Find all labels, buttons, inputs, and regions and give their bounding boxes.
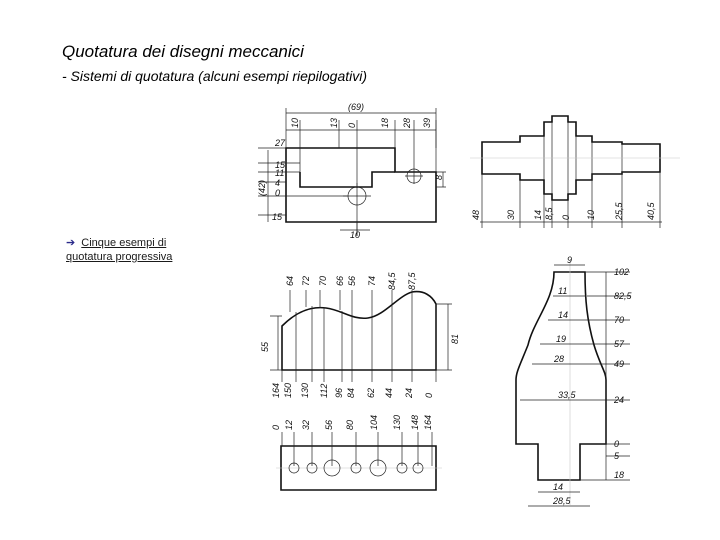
holes-dim-6: 104	[369, 414, 379, 430]
wavy-bottom-3: 130	[300, 382, 310, 398]
wavy-top-8: 87,5	[407, 272, 417, 290]
holes-dim-7: 130	[392, 414, 402, 430]
holes-dim-9: 164	[423, 414, 433, 430]
bottle-height-3: 70	[614, 315, 625, 325]
wavy-bottom-9: 24	[404, 387, 414, 398]
wavy-top-2: 72	[301, 275, 311, 286]
wavy-left-dim: 55	[260, 341, 270, 352]
wavy-bottom-4: 112	[319, 383, 329, 398]
bottle-height-8: 5	[614, 451, 620, 461]
bottle-height-9: 18	[614, 470, 625, 480]
arrow-right-icon: ➔	[66, 237, 76, 249]
wavy-top-3: 70	[318, 275, 328, 286]
dim-left-6: 15	[272, 212, 283, 222]
dim-bottom: 10	[350, 230, 361, 240]
bottle-width-3: 14	[558, 310, 569, 320]
drawing-plate	[257, 102, 446, 240]
wavy-top-6: 74	[367, 275, 377, 286]
dim-top-4: 18	[380, 117, 390, 128]
bottle-width-6: 33,5	[558, 390, 576, 400]
shaft-dim-4: 8,5	[544, 207, 554, 220]
dim-top-5: 28	[402, 117, 412, 128]
dim-top-total: (69)	[348, 102, 365, 112]
dim-left-3: 11	[275, 168, 285, 178]
dim-left-total: (42)	[257, 179, 267, 196]
shaft-dim-3: 14	[533, 209, 543, 220]
shaft-dim-5: 0	[561, 214, 571, 220]
wavy-top-7: 84,5	[387, 272, 397, 290]
shaft-dim-8: 40,5	[646, 202, 656, 220]
drawing-wavy-profile	[260, 271, 460, 399]
wavy-bottom-1: 164	[271, 382, 281, 398]
shaft-dim-7: 25,5	[614, 202, 624, 220]
dim-top-2: 13	[329, 117, 339, 128]
wavy-bottom-10: 0	[424, 392, 434, 398]
holes-dim-5: 80	[345, 419, 355, 430]
shaft-dim-6: 10	[586, 209, 596, 220]
slide-title: Quotatura dei disegni meccanici	[62, 42, 304, 61]
bottle-height-2: 82,5	[614, 291, 632, 301]
shaft-dim-2: 30	[506, 209, 516, 220]
dim-left-4: 4	[275, 178, 281, 188]
dim-left-2: 15	[275, 160, 286, 170]
wavy-bottom-8: 44	[384, 387, 394, 398]
bottle-height-7: 0	[614, 439, 620, 449]
bottle-height-4: 57	[614, 339, 625, 349]
holes-dim-4: 56	[324, 419, 334, 430]
dim-left-1: 27	[275, 138, 286, 148]
wavy-bottom-6: 84	[346, 387, 356, 398]
dim-top-6: 39	[422, 117, 432, 128]
wavy-right-dim: 81	[450, 333, 460, 344]
wavy-bottom-5: 96	[334, 387, 344, 398]
dim-right: 8	[434, 174, 444, 180]
wavy-top-4: 66	[335, 275, 345, 286]
bottle-width-7: 14	[553, 482, 564, 492]
holes-dim-1: 0	[271, 424, 281, 430]
bottle-width-4: 19	[556, 334, 567, 344]
drawing-shaft	[470, 116, 680, 228]
holes-dim-2: 12	[284, 419, 294, 430]
dim-left-5: 0	[275, 188, 281, 198]
bottle-width-1: 9	[567, 255, 573, 265]
wavy-top-5: 56	[347, 275, 357, 286]
note-link[interactable]: Cinque esempi di quotatura progressiva	[66, 237, 173, 263]
shaft-dim-1: 48	[471, 209, 481, 220]
drawing-hole-row	[271, 415, 442, 490]
bottle-width-5: 28	[554, 354, 565, 364]
holes-dim-3: 32	[301, 419, 311, 430]
bottle-width-2: 11	[558, 286, 568, 296]
bottle-width-8: 28,5	[553, 496, 571, 506]
holes-dim-8: 148	[410, 414, 420, 430]
wavy-top-1: 64	[285, 275, 295, 286]
slide-subtitle: - Sistemi di quotatura (alcuni esempi riepilogativi)	[62, 68, 368, 84]
bottle-height-5: 49	[614, 359, 625, 369]
drawing-bottle-profile	[516, 255, 633, 506]
dim-top-3: 0	[347, 122, 357, 128]
dim-top-1: 10	[290, 117, 300, 128]
wavy-bottom-7: 62	[366, 387, 376, 398]
wavy-bottom-2: 150	[283, 382, 293, 398]
bottle-height-1: 102	[614, 267, 630, 277]
bottle-height-6: 24	[614, 395, 625, 405]
